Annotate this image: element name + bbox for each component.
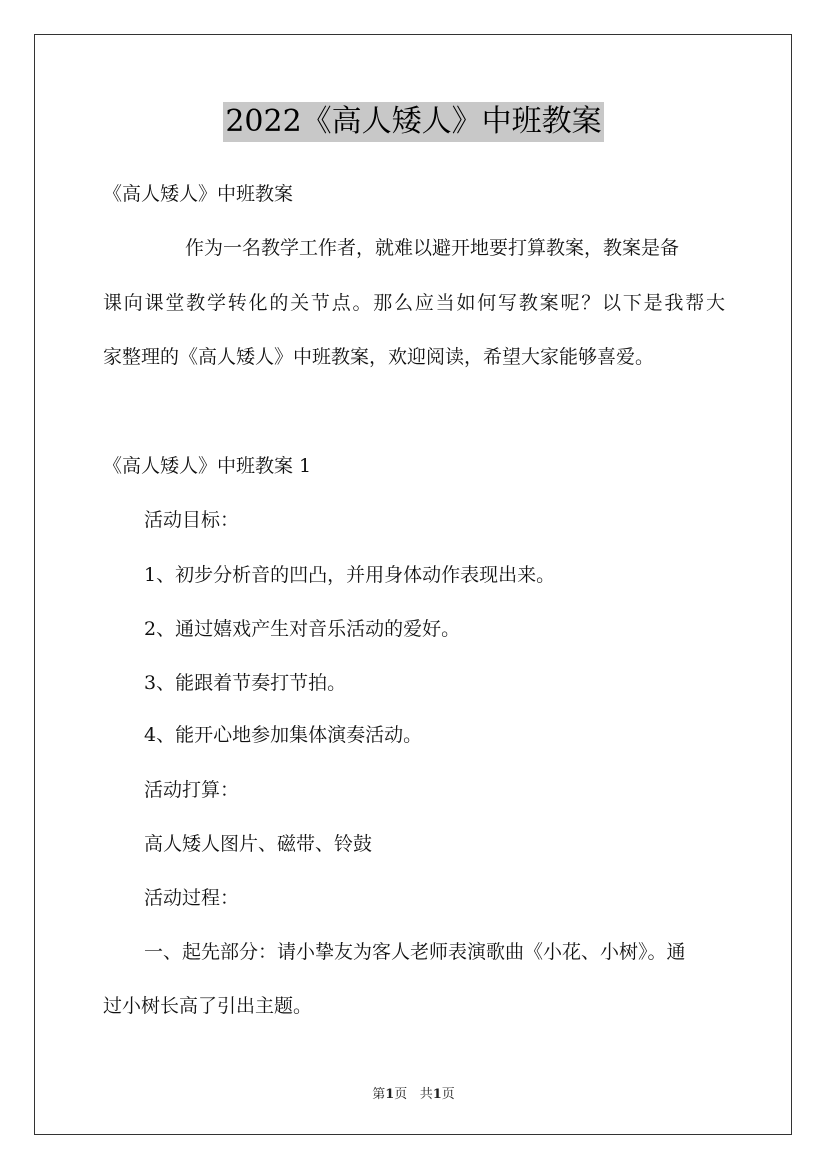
objective-item: 4、能开心地参加集体演奏活动。 [144,724,423,746]
process-line-2: 过小树长高了引出主题。 [103,995,313,1017]
objectives-label: 活动目标： [144,509,240,531]
document-subtitle: 《高人矮人》中班教案 [103,183,294,205]
title-container [0,102,827,142]
intro-paragraph-line-1: 作为一名教学工作者，就难以避开地要打算教案，教案是备 [185,237,680,259]
footer-page-suffix: 页 [394,1087,408,1102]
footer-page-number: 1 [385,1087,395,1102]
objective-item: 2、通过嬉戏产生对音乐活动的爱好。 [144,618,461,640]
footer-total-prefix: 共 [419,1087,433,1102]
document-title: 2022《高人矮人》中班教案 [223,102,603,142]
footer-page-prefix: 第 [372,1087,386,1102]
prep-items: 高人矮人图片、磁带、铃鼓 [144,833,373,855]
footer-total-number: 1 [432,1087,442,1102]
intro-paragraph-line-2: 课向课堂教学转化的关节点。那么应当如何写教案呢？以下是我帮大 [103,292,725,314]
prep-label: 活动打算： [144,779,240,801]
section-heading: 《高人矮人》中班教案 1 [103,455,312,477]
intro-paragraph-line-3: 家整理的《高人矮人》中班教案，欢迎阅读，希望大家能够喜爱。 [103,346,655,368]
process-label: 活动过程： [144,887,240,909]
objective-item: 1、初步分析音的凹凸，并用身体动作表现出来。 [144,564,556,586]
footer-total-suffix: 页 [441,1087,455,1102]
objective-item: 3、能跟着节奏打节拍。 [144,672,347,694]
page-footer [0,1083,827,1102]
process-line-1: 一、起先部分：请小挚友为客人老师表演歌曲《小花、小树》。通 [144,941,686,963]
